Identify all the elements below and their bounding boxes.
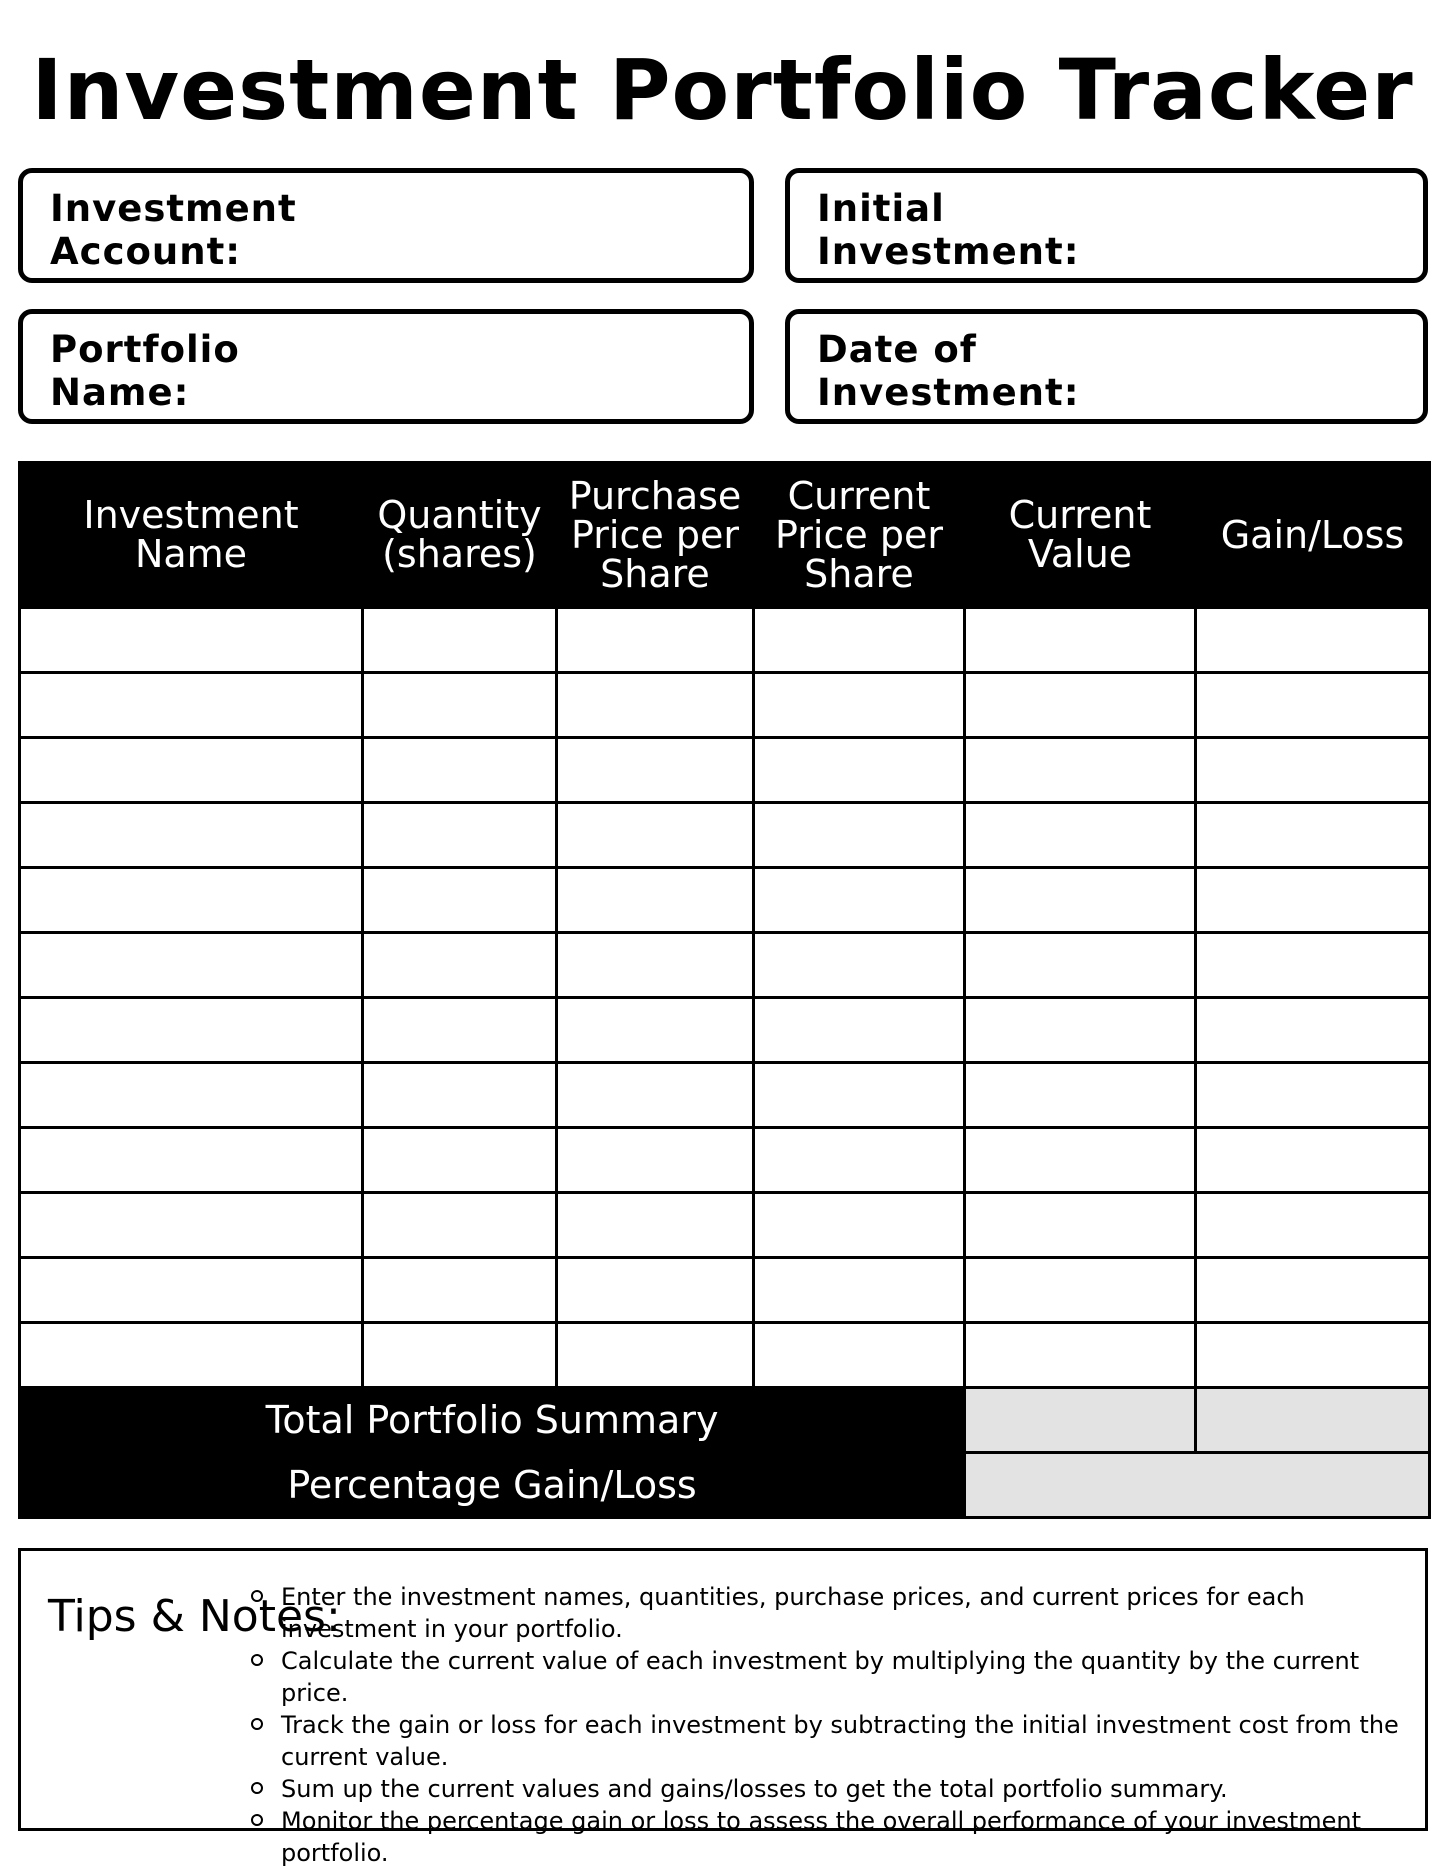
quantity-cell[interactable] [363, 608, 557, 673]
bullet-circle-icon [251, 1718, 263, 1730]
investment-name-cell[interactable] [20, 673, 363, 738]
current-value-cell[interactable] [965, 1128, 1196, 1193]
current-price-cell[interactable] [754, 1063, 965, 1128]
investment-name-cell[interactable] [20, 868, 363, 933]
summary-percentage-row [20, 1453, 1430, 1518]
current-value-cell[interactable] [965, 1258, 1196, 1323]
investment-name-cell[interactable] [20, 803, 363, 868]
portfolio-name-value[interactable] [273, 367, 729, 407]
current-value-cell[interactable] [965, 1323, 1196, 1388]
current-price-cell[interactable] [754, 933, 965, 998]
purchase-price-cell[interactable] [557, 738, 754, 803]
bullet-circle-icon [251, 1590, 263, 1602]
current-price-cell[interactable] [754, 738, 965, 803]
current-price-cell[interactable] [754, 868, 965, 933]
quantity-cell[interactable] [363, 1323, 557, 1388]
quantity-cell[interactable] [363, 1128, 557, 1193]
tip-item [281, 1709, 1403, 1773]
tip-text: Track the gain or loss for each investment by subtracting the initial investment cost from the current value. [281, 1711, 1399, 1771]
total-summary-label: Total Portfolio Summary [20, 1388, 965, 1453]
investment-account-label [50, 187, 297, 273]
gain-loss-cell[interactable] [1196, 1128, 1430, 1193]
quantity-cell[interactable] [363, 673, 557, 738]
current-price-cell[interactable] [754, 803, 965, 868]
investment-account-field[interactable] [18, 168, 754, 283]
investment-account-value[interactable] [273, 226, 729, 266]
current-value-cell[interactable] [965, 608, 1196, 673]
portfolio-name-field[interactable] [18, 309, 754, 424]
current-price-cell[interactable] [754, 608, 965, 673]
purchase-price-cell[interactable] [557, 933, 754, 998]
purchase-price-cell[interactable] [557, 1323, 754, 1388]
table-row [20, 1258, 1430, 1323]
quantity-cell[interactable] [363, 998, 557, 1063]
tip-item [281, 1581, 1403, 1645]
investment-name-cell[interactable] [20, 1323, 363, 1388]
table-row [20, 1193, 1430, 1258]
gain-loss-cell[interactable] [1196, 1258, 1430, 1323]
total-current-value-cell[interactable] [965, 1388, 1196, 1453]
table-row [20, 1128, 1430, 1193]
current-value-cell[interactable] [965, 998, 1196, 1063]
investment-name-cell[interactable] [20, 1193, 363, 1258]
gain-loss-cell[interactable] [1196, 608, 1430, 673]
tip-text: Enter the investment names, quantities, purchase prices, and current prices for each investment in your portfolio. [281, 1583, 1305, 1643]
gain-loss-cell[interactable] [1196, 998, 1430, 1063]
quantity-cell[interactable] [363, 738, 557, 803]
table-header-row [20, 463, 1430, 608]
table-row [20, 738, 1430, 803]
current-value-cell[interactable] [965, 1063, 1196, 1128]
table-row [20, 1063, 1430, 1128]
table-row [20, 998, 1430, 1063]
percentage-gain-loss-cell[interactable] [965, 1453, 1430, 1518]
date-of-investment-label-line2: Investment: [817, 371, 1080, 414]
investment-name-cell[interactable] [20, 1063, 363, 1128]
header-purchase-price: Purchase Price per Share [557, 463, 754, 608]
purchase-price-cell[interactable] [557, 803, 754, 868]
current-value-cell[interactable] [965, 738, 1196, 803]
tip-text: Monitor the percentage gain or loss to assess the overall performance of your investment portfolio. [281, 1807, 1362, 1867]
date-of-investment-value[interactable] [1040, 367, 1403, 407]
current-price-cell[interactable] [754, 1193, 965, 1258]
investment-name-cell[interactable] [20, 1258, 363, 1323]
quantity-cell[interactable] [363, 1258, 557, 1323]
gain-loss-cell[interactable] [1196, 868, 1430, 933]
quantity-cell[interactable] [363, 1193, 557, 1258]
tip-item [281, 1805, 1403, 1869]
date-of-investment-field[interactable] [785, 309, 1428, 424]
purchase-price-cell[interactable] [557, 998, 754, 1063]
tips-notes-label-text: Tips & Notes: [48, 1591, 341, 1642]
tips-notes-box [18, 1548, 1428, 1867]
tip-item [281, 1645, 1403, 1709]
purchase-price-cell[interactable] [557, 868, 754, 933]
quantity-cell[interactable] [363, 1063, 557, 1128]
quantity-cell[interactable] [363, 803, 557, 868]
portfolio-name-label-line1: Portfolio [50, 328, 240, 371]
current-price-cell[interactable] [754, 1258, 965, 1323]
gain-loss-cell[interactable] [1196, 1193, 1430, 1258]
table-body [20, 608, 1430, 1388]
page-title: Investment Portfolio Tracker [31, 41, 1414, 139]
header-quantity: Quantity (shares) [363, 463, 557, 608]
investment-name-cell[interactable] [20, 608, 363, 673]
purchase-price-cell[interactable] [557, 1128, 754, 1193]
gain-loss-cell[interactable] [1196, 673, 1430, 738]
purchase-price-cell[interactable] [557, 608, 754, 673]
tip-text: Calculate the current value of each investment by multiplying the quantity by the current price. [281, 1647, 1360, 1707]
current-price-cell[interactable] [754, 1323, 965, 1388]
bullet-circle-icon [251, 1782, 263, 1794]
investment-account-label-line1: Investment [50, 187, 297, 230]
current-value-cell[interactable] [965, 673, 1196, 738]
current-value-cell[interactable] [965, 933, 1196, 998]
header-gain-loss: Gain/Loss [1196, 463, 1430, 608]
current-price-cell[interactable] [754, 998, 965, 1063]
current-value-cell[interactable] [965, 1193, 1196, 1258]
purchase-price-cell[interactable] [557, 1193, 754, 1258]
purchase-price-cell[interactable] [557, 673, 754, 738]
percentage-gain-loss-label: Percentage Gain/Loss [20, 1453, 965, 1518]
initial-investment-label-line2: Investment: [817, 230, 1080, 273]
summary-total-row [20, 1388, 1430, 1453]
investment-name-cell[interactable] [20, 998, 363, 1063]
header-investment-name: Investment Name [20, 463, 363, 608]
bullet-circle-icon [251, 1654, 263, 1666]
initial-investment-label-line1: Initial [817, 187, 945, 230]
table-row [20, 868, 1430, 933]
gain-loss-cell[interactable] [1196, 933, 1430, 998]
bullet-circle-icon [251, 1814, 263, 1826]
investment-account-label-line2: Account: [50, 230, 242, 273]
current-value-cell[interactable] [965, 868, 1196, 933]
gain-loss-cell[interactable] [1196, 738, 1430, 803]
quantity-cell[interactable] [363, 868, 557, 933]
current-price-cell[interactable] [754, 673, 965, 738]
table-row [20, 933, 1430, 998]
current-price-cell[interactable] [754, 1128, 965, 1193]
portfolio-name-label-line2: Name: [50, 371, 190, 414]
initial-investment-value[interactable] [1040, 226, 1403, 266]
gain-loss-cell[interactable] [1196, 803, 1430, 868]
investment-name-cell[interactable] [20, 738, 363, 803]
tip-item [281, 1773, 1403, 1805]
gain-loss-cell[interactable] [1196, 1063, 1430, 1128]
gain-loss-cell[interactable] [1196, 1323, 1430, 1388]
purchase-price-cell[interactable] [557, 1063, 754, 1128]
investment-name-cell[interactable] [20, 933, 363, 998]
initial-investment-field[interactable] [785, 168, 1428, 283]
date-of-investment-label-line1: Date of [817, 328, 977, 371]
tip-text: Sum up the current values and gains/losses to get the total portfolio summary. [281, 1775, 1228, 1803]
table-row [20, 803, 1430, 868]
header-current-value: Current Value [965, 463, 1196, 608]
portfolio-name-label [50, 328, 240, 414]
table-row [20, 673, 1430, 738]
table-row [20, 1323, 1430, 1388]
header-current-price: Current Price per Share [754, 463, 965, 608]
quantity-cell[interactable] [363, 933, 557, 998]
purchase-price-cell[interactable] [557, 1258, 754, 1323]
table-row [20, 608, 1430, 673]
investment-table [18, 461, 1431, 1519]
tips-list [281, 1581, 1403, 1869]
total-gain-loss-cell[interactable] [1196, 1388, 1430, 1453]
current-value-cell[interactable] [965, 803, 1196, 868]
investment-name-cell[interactable] [20, 1128, 363, 1193]
